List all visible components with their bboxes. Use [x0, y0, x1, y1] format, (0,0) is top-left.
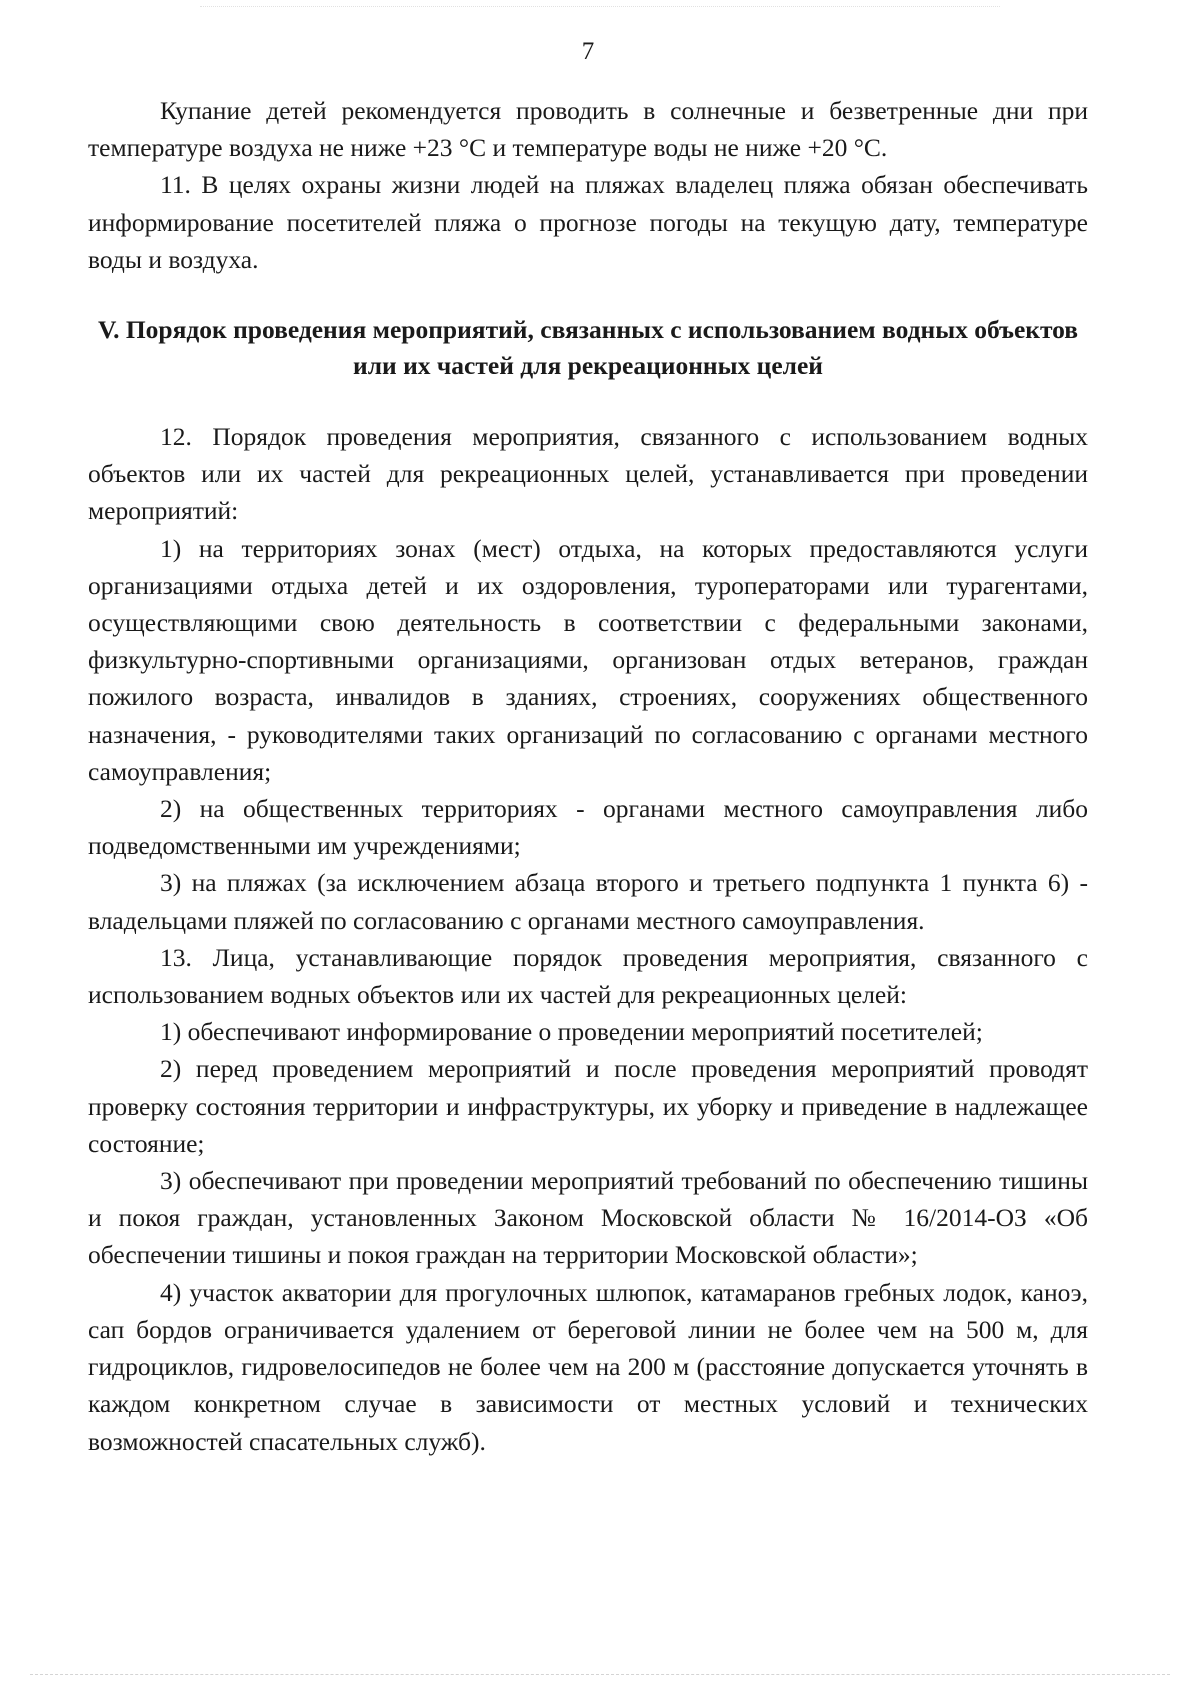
- paragraph-11: 11. В целях охраны жизни людей на пляжах владелец пляжа обязан обеспечивать информирование посетителей пляжа о прогнозе погоды на текущую дату, температуре воды и воздуха.: [88, 170, 1088, 274]
- paragraph-12: 12. Порядок проведения мероприятия, связанного с использованием водных объектов или их частей для рекреационных целей, устанавливается при проведении мероприятий:: [88, 422, 1088, 526]
- paragraph-12-item-1: 1) на территориях зонах (мест) отдыха, на которых предоставляются услуги организациями отдыха детей и их оздоровления, туроператорами или турагентами, осуществляющими свою деятельность в соответствии с федеральными законами, физкультурно-спортивными организациями, организован отдых ветеранов, граждан пожилого возраста, инвалидов в зданиях, строениях, сооружениях общественного назначения, - руководителями таких организаций по согласованию с органами местного самоуправления;: [88, 533, 1088, 786]
- section-heading: V. Порядок проведения мероприятий, связанных с использованием водных объектов или их частей для рекреационных целей: [97, 315, 1079, 381]
- document-body: [88, 92, 1088, 1460]
- paragraph-13-item-4: 4) участок акватории для прогулочных шлюпок, катамаранов гребных лодок, каноэ, сап бордов ограничивается удалением от береговой линии не более чем на 500 м, для гидроциклов, гидровелосипедов не более чем на 200 м (расстояние допускается уточнять в каждом конкретном случае в зависимости от местных условий и технических возможностей спасательных служб).: [88, 1277, 1088, 1456]
- document-page: [88, 0, 1088, 1697]
- paragraph-13-item-1: 1) обеспечивают информирование о проведении мероприятий посетителей;: [160, 1017, 983, 1047]
- paragraph-bathing-conditions: Купание детей рекомендуется проводить в солнечные и безветренные дни при температуре воздуха не ниже +23 °С и температуре воды не ниже +20 °С.: [88, 96, 1088, 163]
- paragraph-13-item-2: 2) перед проведением мероприятий и после проведения мероприятий проводят проверку состояния территории и инфраструктуры, их уборку и приведение в надлежащее состояние;: [88, 1054, 1088, 1158]
- page-number: 7: [581, 38, 595, 65]
- paragraph-13: 13. Лица, устанавливающие порядок проведения мероприятия, связанного с использованием водных объектов или их частей для рекреационных целей:: [88, 942, 1088, 1010]
- paragraph-12-item-2: 2) на общественных территориях - органами местного самоуправления либо подведомственными им учреждениями;: [88, 794, 1088, 861]
- paragraph-12-item-3: 3) на пляжах (за исключением абзаца второго и третьего подпункта 1 пункта 6) - владельцами пляжей по согласованию с органами местного самоуправления.: [88, 868, 1088, 935]
- scan-edge-bottom: [30, 1674, 1170, 1675]
- paragraph-13-item-3: 3) обеспечивают при проведении мероприятий требований по обеспечению тишины и покоя граждан, установленных Законом Московской области № 16/2014-ОЗ «Об обеспечении тишины и покоя граждан на территории Московской области»;: [88, 1166, 1088, 1270]
